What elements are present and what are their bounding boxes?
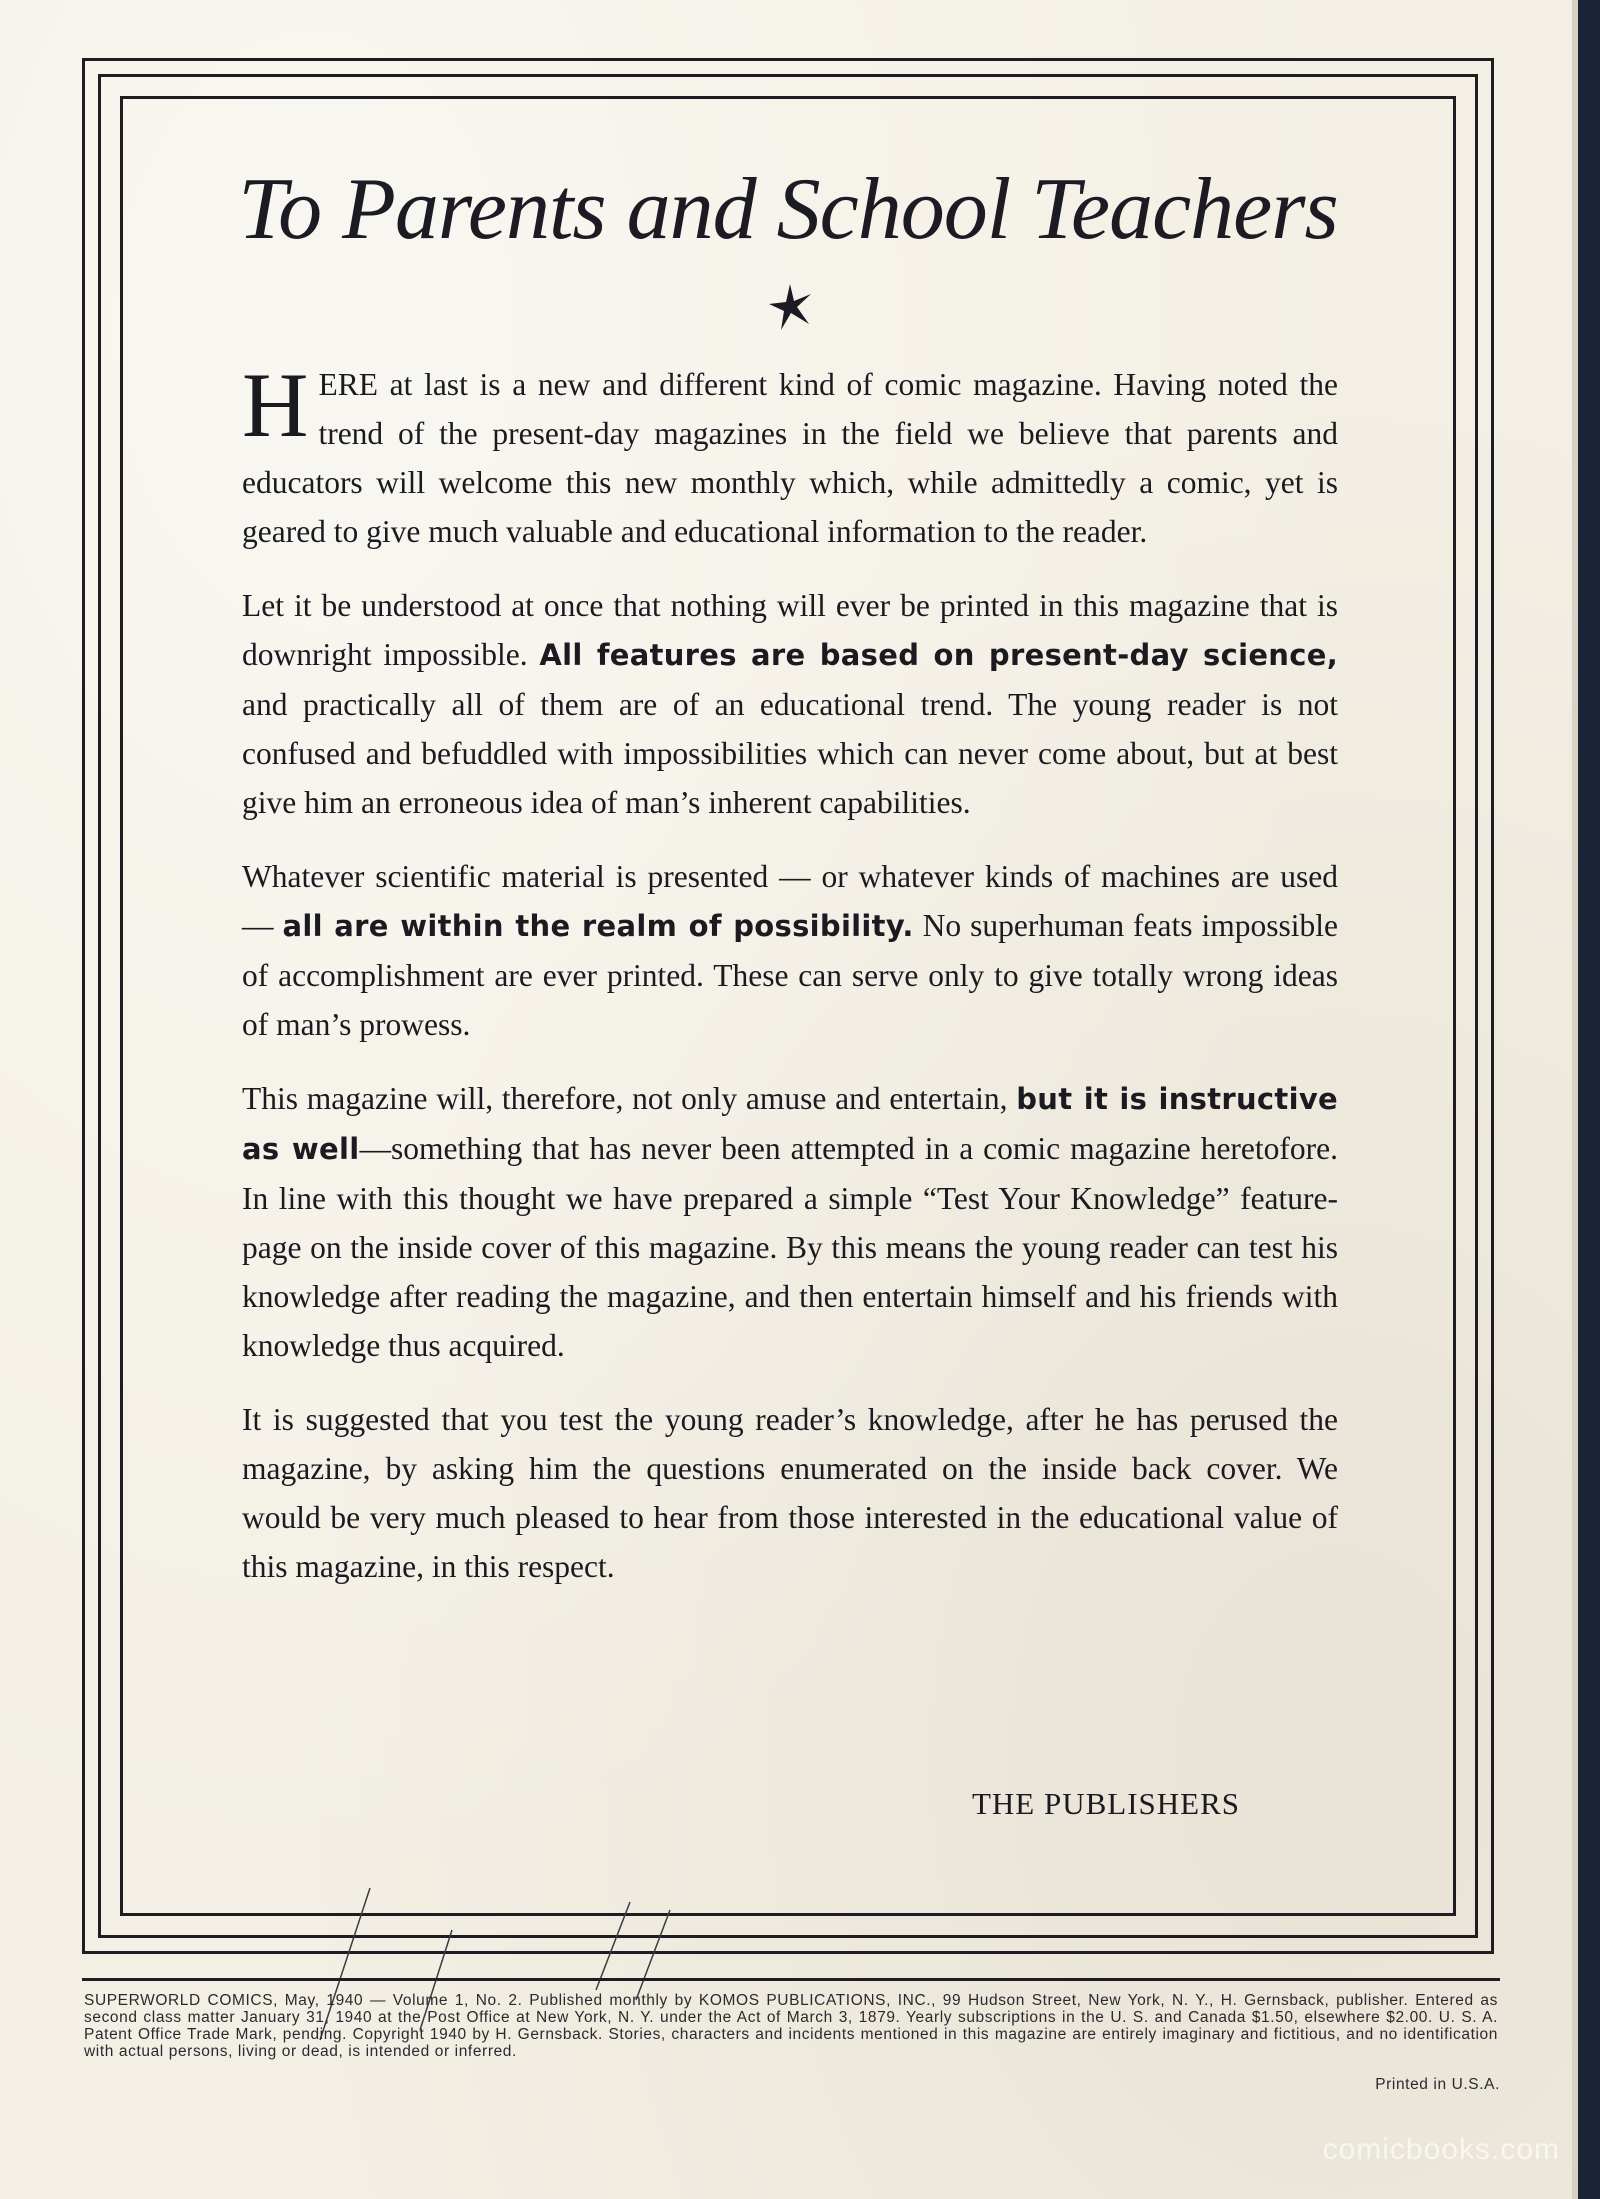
paragraph-1-text: ERE at last is a new and different kind of comic magazine. Having noted the trend of the present-day magazines in the field we believe that parents and educators will welcome this new monthly which, while admittedly a comic, yet is geared to give much valuable and educational information to the reader. xyxy=(242,367,1338,549)
paragraph-3 xyxy=(242,852,1338,1049)
paragraph-3-text-b: No superhuman feats impossible of accomplishment are ever printed. These can serve only to give totally wrong ideas of man’s prowess. xyxy=(242,908,1338,1042)
paragraph-2-text-a: Let it be understood at once that nothing will ever be printed in this magazine that is downright impossible. xyxy=(242,588,1338,672)
page-title: To Parents and School Teachers xyxy=(238,161,1338,258)
printed-in-notice: Printed in U.S.A. xyxy=(1375,2076,1500,2093)
paragraph-4-text-b: —something that has never been attempted in a comic magazine heretofore. In line with this thought we have prepared a simple “Test Your Knowledge” feature-page on the inside cover of this magazine. By this means the young reader can test his knowledge after reading the magazine, and then entertain himself and his friends with knowledge thus acquired. xyxy=(242,1131,1338,1363)
drop-cap: H xyxy=(242,354,309,456)
paragraph-5: It is suggested that you test the young reader’s knowledge, after he has perused the magazine, by asking him the questions enumerated on the inside back cover. We would be very much pleased to hear from those interested in the educational value of this magazine, in this respect. xyxy=(242,1402,1338,1584)
paragraph-4 xyxy=(242,1074,1338,1370)
paragraph-2-emphasis: All features are based on present-day science, xyxy=(539,638,1339,672)
paragraph-4-emphasis: but it is instructive as well xyxy=(242,1082,1338,1166)
footer-divider xyxy=(82,1978,1500,1981)
paragraph-2-text-b: and practically all of them are of an educational trend. The young reader is not confused and befuddled with impossibilities which can never come about, but at best give him an erroneous idea of man’s inherent capabilities. xyxy=(242,687,1338,820)
paragraph-2 xyxy=(242,581,1338,827)
paragraph-4-text-a: This magazine will, therefore, not only amuse and entertain, xyxy=(242,1081,1017,1116)
paragraph-1 xyxy=(242,354,1338,556)
signature: THE PUBLISHERS xyxy=(971,1786,1240,1821)
site-watermark: comicbooks.com xyxy=(1322,2133,1560,2166)
paragraph-3-emphasis: all are within the realm of possibility. xyxy=(282,909,914,943)
publication-imprint: SUPERWORLD COMICS, May, 1940 — Volume 1, No. 2. Published monthly by KOMOS PUBLICATIONS, INC., 99 Hudson Street, New York, N. Y., H. Gernsback, publisher. Entered as second class matter January 31, 1940 at the Post Office at New York, N. Y. under the Act of March 3, 1879. Yearly subscriptions in the U. S. and Canada $1.50, elsewhere $2.00. U. S. A. Patent Office Trade Mark, pending. Copyright 1940 by H. Gernsback. Stories, characters and incidents mentioned in this magazine are entirely imaginary and fictitious, and no identification with actual persons, living or dead, is intended or inferred. xyxy=(84,1992,1498,2060)
paragraph-3-text-a: Whatever scientific material is presented — or whatever kinds of machines are used — xyxy=(242,859,1338,943)
star-icon xyxy=(765,282,815,332)
letter-body xyxy=(242,354,1339,1616)
